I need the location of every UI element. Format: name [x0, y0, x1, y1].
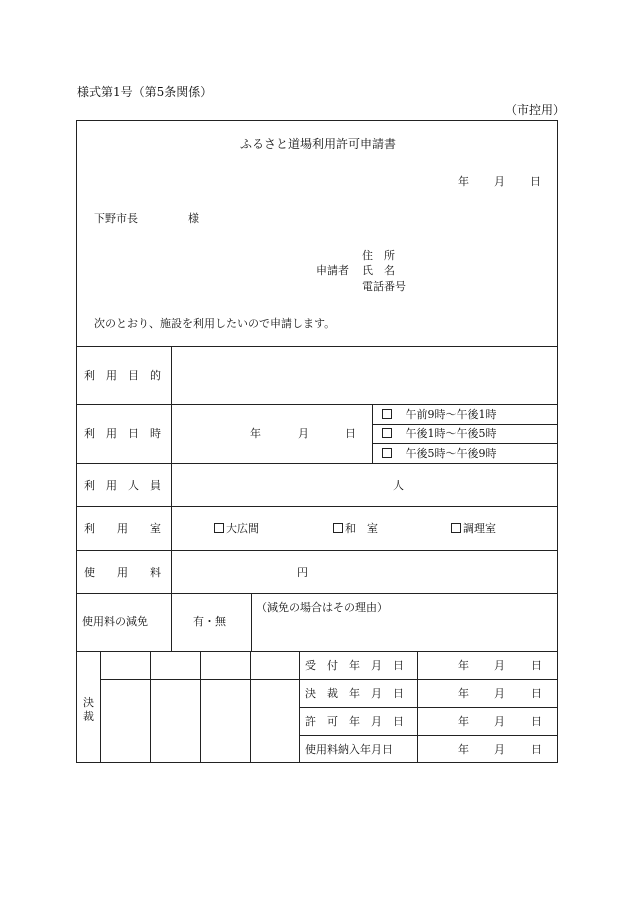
checkbox-icon[interactable]	[382, 428, 392, 438]
divider	[299, 679, 558, 680]
divider	[150, 651, 151, 763]
time-option-morning[interactable]	[382, 409, 497, 420]
people-unit: 人	[393, 479, 404, 492]
applicant-phone-label: 電話番号	[362, 280, 406, 293]
decision-row-year: 年	[458, 743, 469, 756]
date-day-label: 日	[530, 175, 541, 188]
decision-row-month: 月	[494, 687, 505, 700]
decision-row-day: 日	[531, 743, 542, 756]
applicant-name-label: 氏 名	[362, 264, 395, 277]
use-date-day: 日	[345, 427, 356, 440]
divider	[76, 506, 558, 507]
checkbox-icon[interactable]	[214, 523, 224, 533]
checkbox-icon[interactable]	[451, 523, 461, 533]
time-option-label: 午後5時～午後9時	[405, 447, 497, 460]
time-option-label: 午後1時～午後5時	[405, 427, 497, 440]
date-label: 利 用 日 時	[84, 427, 161, 440]
decision-row-month: 月	[494, 743, 505, 756]
decision-row-month: 月	[494, 659, 505, 672]
divider	[100, 679, 300, 680]
time-option-afternoon[interactable]	[382, 428, 497, 439]
divider	[100, 651, 101, 763]
divider	[76, 651, 558, 652]
form-title: ふるさと道場利用許可申請書	[240, 137, 397, 151]
divider	[76, 593, 558, 594]
decision-row-day: 日	[531, 687, 542, 700]
checkbox-icon[interactable]	[333, 523, 343, 533]
decision-row-year: 年	[458, 715, 469, 728]
divider	[299, 707, 558, 708]
use-date-field[interactable]	[172, 405, 372, 463]
decision-row-label: 決 裁 年 月 日	[305, 687, 404, 700]
reduction-label: 使用料の減免	[82, 615, 148, 628]
people-field[interactable]	[172, 464, 557, 506]
room-option-kitchen[interactable]	[451, 523, 496, 534]
divider	[372, 424, 558, 425]
time-option-evening[interactable]	[382, 448, 497, 459]
purpose-label: 利 用 目 的	[84, 369, 161, 382]
decision-row-day: 日	[531, 659, 542, 672]
applicant-address-label: 住 所	[362, 249, 395, 262]
people-label: 利 用 人 員	[84, 479, 161, 492]
room-option-label: 調理室	[463, 522, 496, 535]
decision-label-bottom: 裁	[83, 710, 94, 723]
time-option-label: 午前9時～午後1時	[405, 408, 497, 421]
use-date-month: 月	[298, 427, 309, 440]
checkbox-icon[interactable]	[382, 409, 392, 419]
decision-row-day: 日	[531, 715, 542, 728]
decision-row-month: 月	[494, 715, 505, 728]
honorific: 様	[188, 212, 199, 225]
reduction-choice[interactable]: 有・無	[193, 615, 226, 628]
room-option-washitsu[interactable]	[333, 523, 378, 534]
date-year-label: 年	[458, 175, 469, 188]
applicant-label: 申請者	[316, 264, 349, 277]
purpose-field[interactable]	[172, 347, 557, 404]
fee-label: 使 用 料	[84, 566, 161, 579]
divider	[372, 443, 558, 444]
date-month-label: 月	[494, 175, 505, 188]
reduction-reason-label: （減免の場合はその理由）	[256, 601, 388, 614]
decision-label-top: 決	[83, 696, 94, 709]
reduction-reason-field[interactable]	[252, 615, 557, 651]
divider	[372, 404, 373, 463]
decision-row-year: 年	[458, 659, 469, 672]
divider	[250, 651, 251, 763]
form-number: 様式第1号（第5条関係）	[77, 85, 213, 99]
fee-field[interactable]	[172, 551, 557, 593]
use-date-year: 年	[250, 427, 261, 440]
room-option-hall[interactable]	[214, 523, 259, 534]
office-use-label: （市控用）	[505, 103, 566, 117]
decision-row-year: 年	[458, 687, 469, 700]
room-label: 利 用 室	[84, 522, 161, 535]
addressee: 下野市長	[94, 212, 138, 225]
room-option-label: 和 室	[345, 522, 378, 535]
checkbox-icon[interactable]	[382, 448, 392, 458]
decision-row-label: 受 付 年 月 日	[305, 659, 404, 672]
statement: 次のとおり、施設を利用したいので申請します。	[94, 317, 336, 330]
divider	[299, 735, 558, 736]
fee-unit: 円	[297, 566, 308, 579]
decision-row-label: 使用料納入年月日	[305, 743, 393, 756]
divider	[200, 651, 201, 763]
decision-row-label: 許 可 年 月 日	[305, 715, 404, 728]
room-option-label: 大広間	[226, 522, 259, 535]
